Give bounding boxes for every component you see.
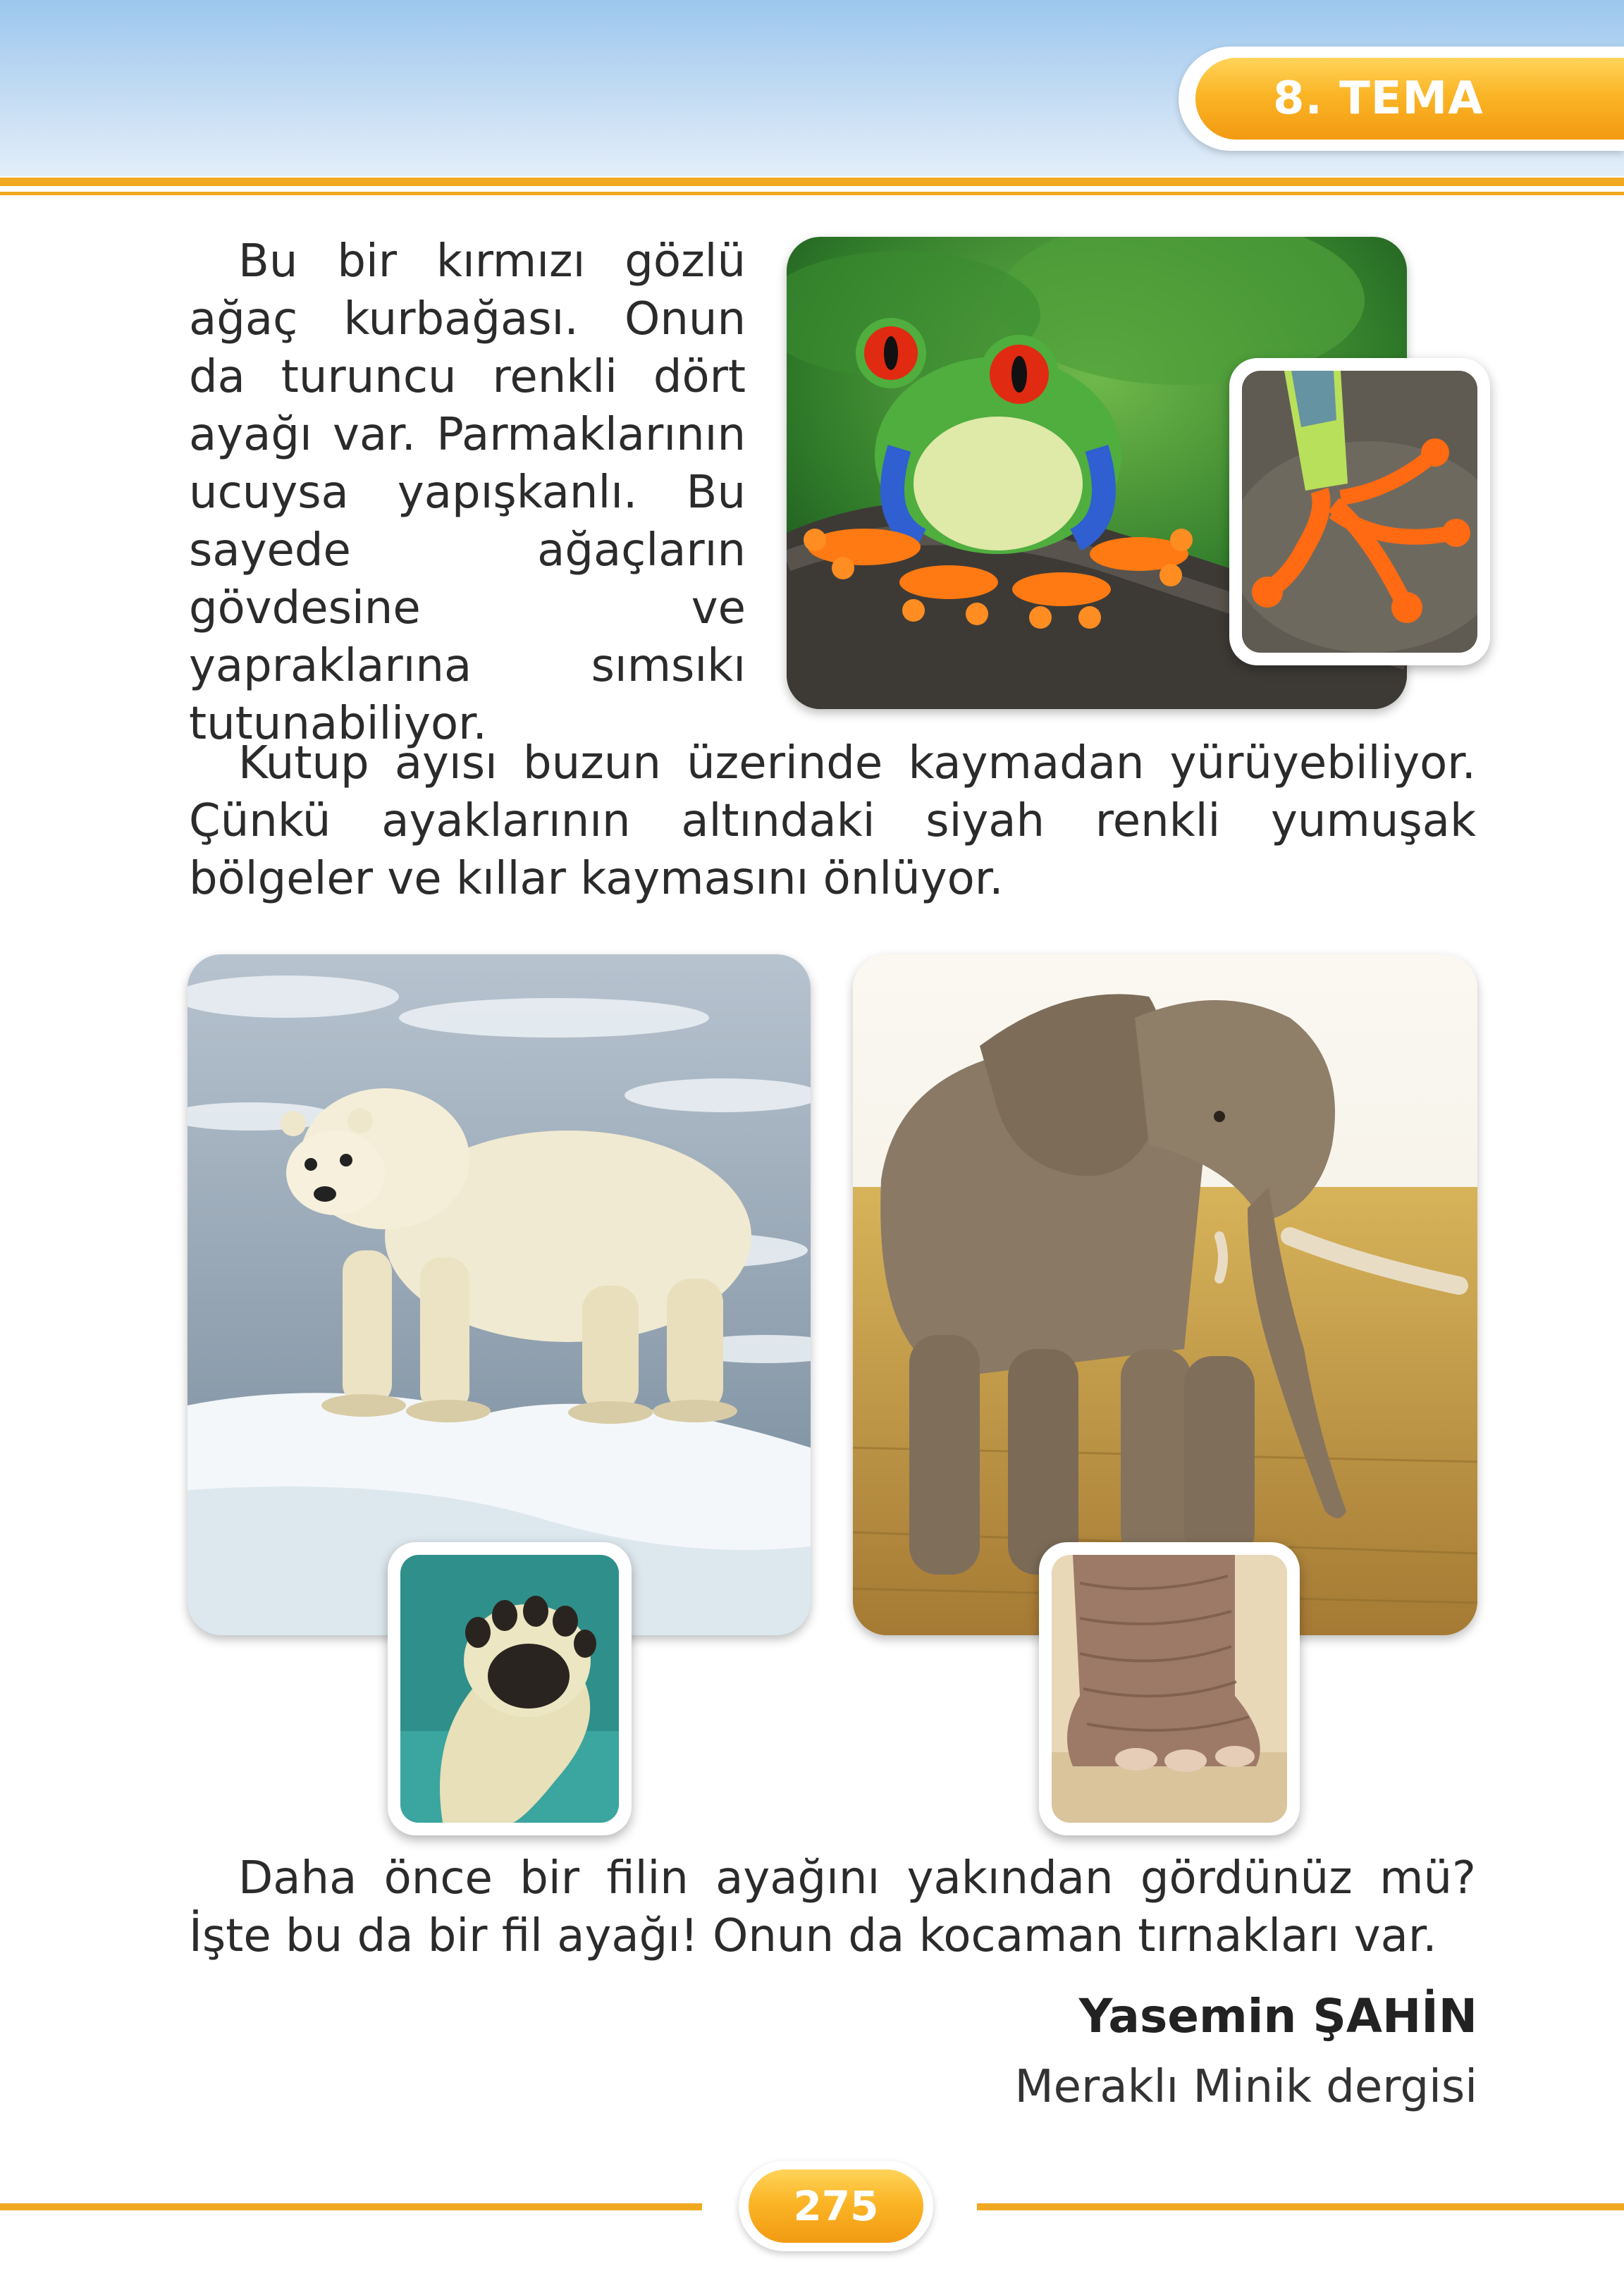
- elephant-photo: [853, 954, 1477, 1635]
- header-divider: [0, 178, 1624, 186]
- frog-foot-image: [1242, 371, 1477, 653]
- elephant-image: [853, 954, 1477, 1635]
- elephant-paragraph: Daha önce bir filin ayağını yakından gördünüz mü? İşte bu da bir fil ayağı! Onun da kocaman tırnakları var.: [189, 1852, 1476, 1962]
- author-name: Yasemin ŞAHİN: [1078, 1989, 1477, 2043]
- source-name: Meraklı Minik dergisi: [1014, 2061, 1477, 2113]
- bear-paw-inset: [388, 1542, 632, 1835]
- polar-bear-image: [187, 954, 811, 1635]
- footer-divider-left: [0, 2203, 702, 2210]
- theme-label: 8. TEMA: [1273, 73, 1484, 125]
- elephant-foot-image: [1052, 1555, 1287, 1823]
- polar-bear-paragraph: Kutup ayısı buzun üzerinde kaymadan yürüyebiliyor. Çünkü ayaklarının altındaki siyah renkli yumuşak bölgeler ve kıllar kaymasını önlüyor.: [189, 737, 1476, 905]
- polar-bear-photo: [187, 954, 811, 1635]
- header-divider-thin: [0, 192, 1624, 195]
- bear-paw-image: [400, 1555, 619, 1823]
- footer-divider-right: [977, 2203, 1624, 2210]
- elephant-foot-inset: [1039, 1542, 1300, 1835]
- page-number: 275: [793, 2182, 879, 2230]
- frog-paragraph: Bu bir kırmızı gözlü ağaç kurbağası. Onun da turuncu renkli dört ayağı var. Parmaklarının ucuysa yapışkanlı. Bu sayede ağaçların gövdesine ve yapraklarına sımsıkı tutunabiliyor.: [189, 235, 746, 750]
- frog-foot-inset: [1229, 358, 1490, 665]
